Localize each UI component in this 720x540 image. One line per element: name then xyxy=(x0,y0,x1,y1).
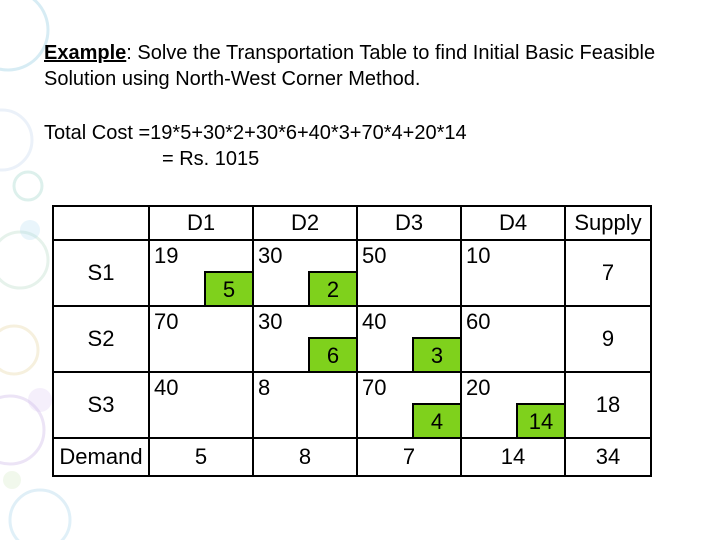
cell-s1-d2 xyxy=(253,240,357,306)
col-header-d3: D3 xyxy=(357,206,461,240)
cell-s1-d1 xyxy=(149,240,253,306)
heading-text: : Solve the Transportation Table to find Initial Basic Feasible Solution using North-West Corner Method. xyxy=(44,42,656,90)
cell-s3-d2 xyxy=(253,372,357,438)
supply-s3: 18 xyxy=(565,372,651,438)
cell-s1-d4 xyxy=(461,240,565,306)
allocation-box: 6 xyxy=(308,337,356,371)
unit-cost: 70 xyxy=(154,309,179,334)
unit-cost: 60 xyxy=(466,309,491,334)
cell-s1-d3 xyxy=(357,240,461,306)
allocation-box: 5 xyxy=(204,271,252,305)
unit-cost: 10 xyxy=(466,243,491,268)
table-row xyxy=(53,240,651,306)
unit-cost: 30 xyxy=(258,309,283,334)
total-supply-demand: 34 xyxy=(565,438,651,476)
demand-label: Demand xyxy=(53,438,149,476)
total-cost-result: = Rs. 1015 xyxy=(162,148,260,170)
unit-cost: 70 xyxy=(362,375,387,400)
demand-d1: 5 xyxy=(149,438,253,476)
allocation-box: 14 xyxy=(516,403,564,437)
heading xyxy=(44,40,684,92)
total-cost xyxy=(44,120,684,172)
header-row xyxy=(53,206,651,240)
cell-s2-d4 xyxy=(461,306,565,372)
allocation-box: 2 xyxy=(308,271,356,305)
unit-cost: 8 xyxy=(258,375,271,400)
row-label-s2: S2 xyxy=(53,306,149,372)
supply-s1: 7 xyxy=(565,240,651,306)
unit-cost: 40 xyxy=(362,309,387,334)
col-header-d2: D2 xyxy=(253,206,357,240)
cell-s3-d1 xyxy=(149,372,253,438)
unit-cost: 19 xyxy=(154,243,179,268)
cell-s3-d3 xyxy=(357,372,461,438)
demand-d2: 8 xyxy=(253,438,357,476)
transportation-table xyxy=(52,205,652,477)
col-header-supply: Supply xyxy=(565,206,651,240)
supply-s2: 9 xyxy=(565,306,651,372)
cell-s2-d3 xyxy=(357,306,461,372)
demand-d3: 7 xyxy=(357,438,461,476)
unit-cost: 30 xyxy=(258,243,283,268)
row-label-s1: S1 xyxy=(53,240,149,306)
row-label-s3: S3 xyxy=(53,372,149,438)
demand-row xyxy=(53,438,651,476)
unit-cost: 50 xyxy=(362,243,387,268)
cell-s2-d1 xyxy=(149,306,253,372)
cell-s3-d4 xyxy=(461,372,565,438)
demand-d4: 14 xyxy=(461,438,565,476)
allocation-box: 3 xyxy=(412,337,460,371)
table-row xyxy=(53,372,651,438)
total-cost-formula: Total Cost =19*5+30*2+30*6+40*3+70*4+20*14 xyxy=(44,122,467,144)
cell-s2-d2 xyxy=(253,306,357,372)
unit-cost: 20 xyxy=(466,375,491,400)
col-header-d4: D4 xyxy=(461,206,565,240)
heading-label: Example xyxy=(44,42,127,64)
unit-cost: 40 xyxy=(154,375,179,400)
allocation-box: 4 xyxy=(412,403,460,437)
table-row xyxy=(53,306,651,372)
col-header-d1: D1 xyxy=(149,206,253,240)
corner-cell xyxy=(53,206,149,240)
